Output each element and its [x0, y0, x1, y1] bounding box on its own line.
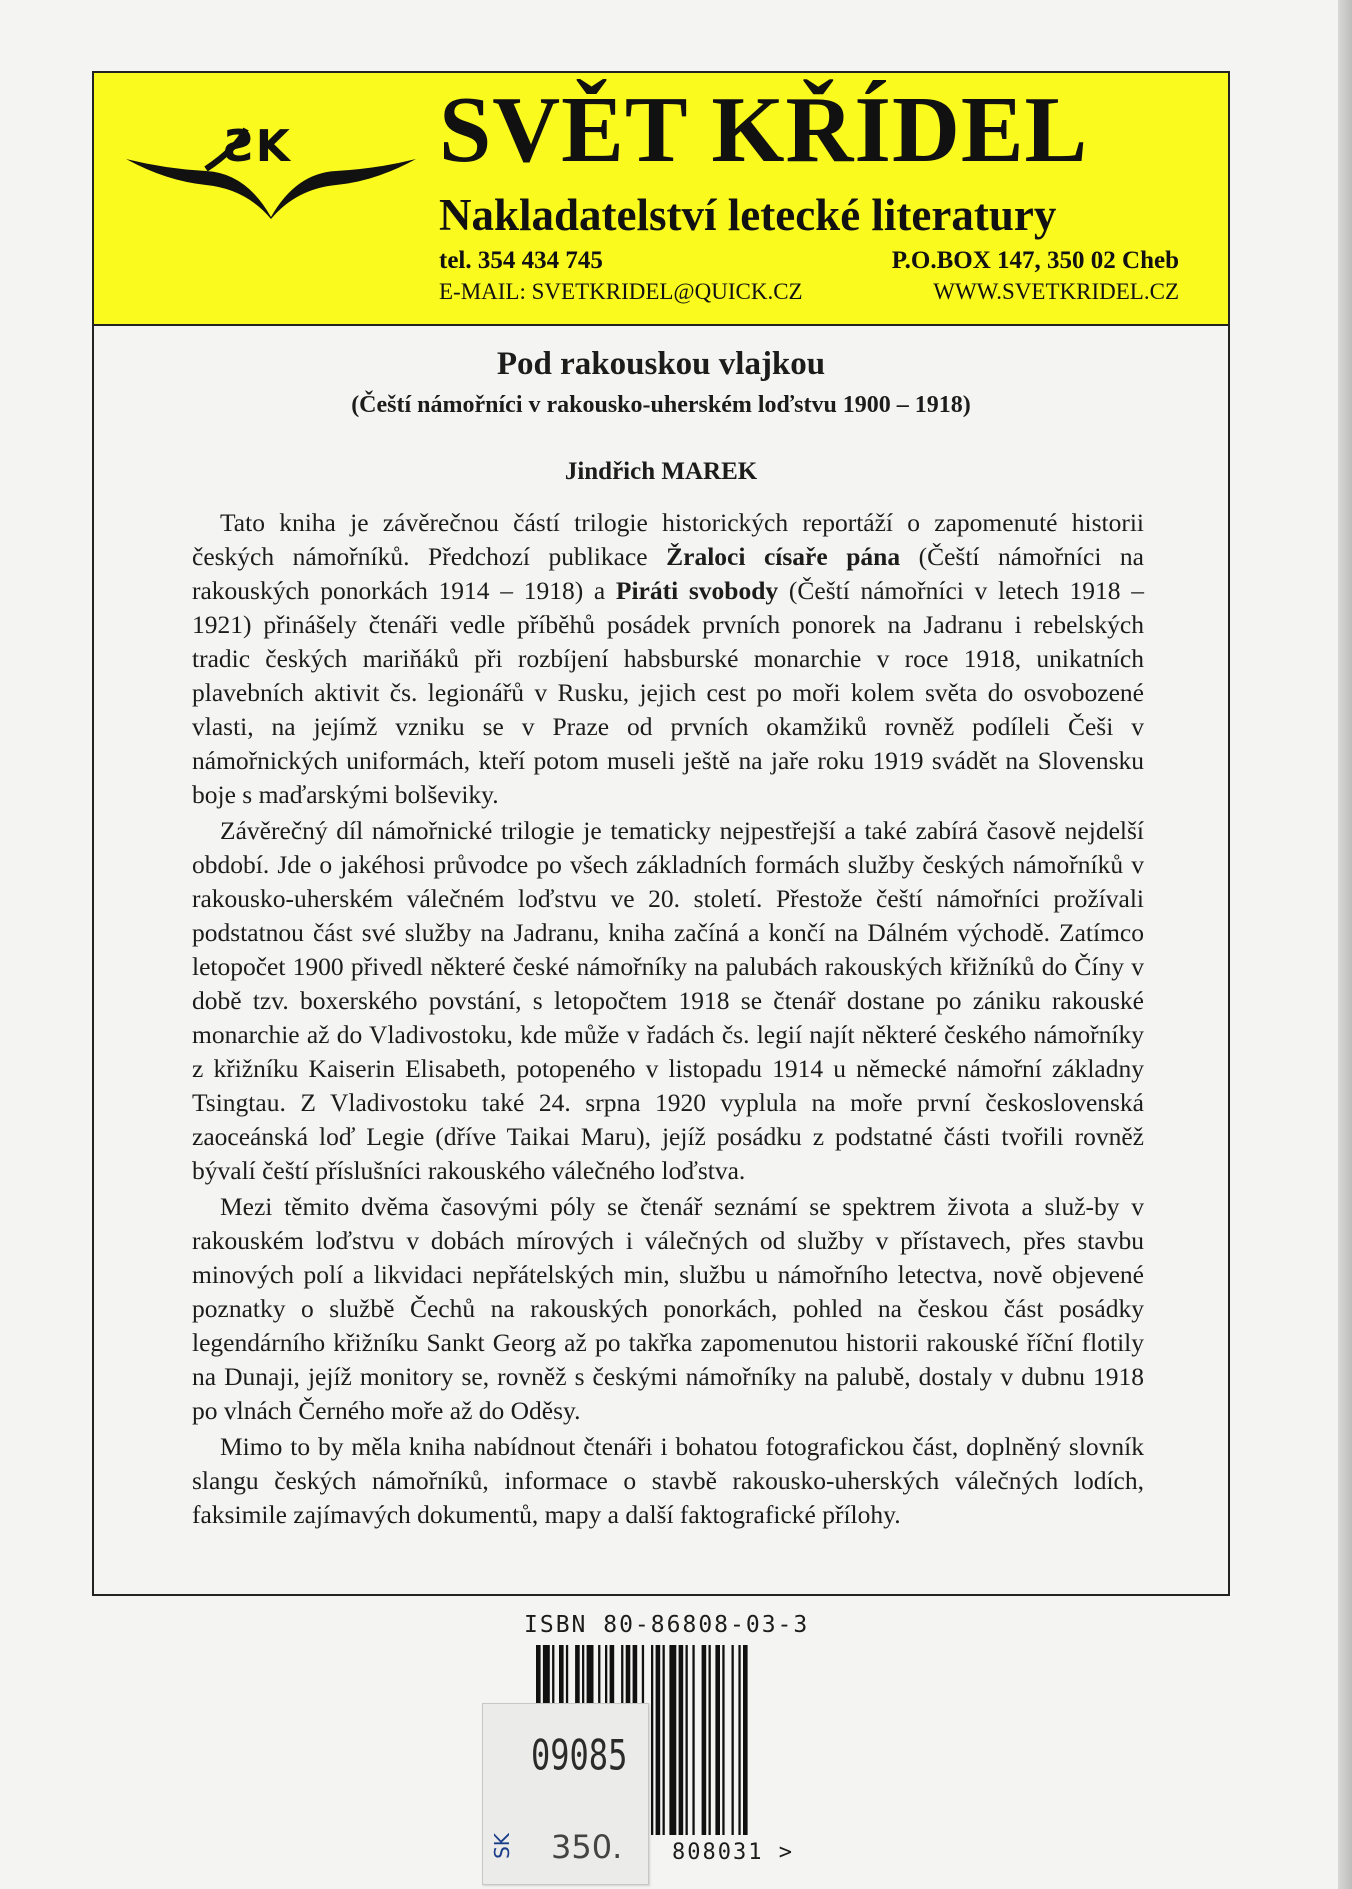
sticker-currency: SK [489, 1833, 514, 1859]
barcode-bar [656, 1645, 661, 1835]
publisher-name: SVĚT KŘÍDEL [439, 78, 1089, 182]
contact-row-2 [439, 279, 1179, 305]
po-box: P.O.BOX 147, 350 02 Cheb [891, 247, 1179, 274]
paragraph-3: Mezi těmito dvěma časovými póly se čtenář seznámí se spektrem života a služ-by v rakouském loďstvu v dobách mírových i válečných od služby v přístavech, přes stavbu minových polí a likvidaci nepřátelských min, službu u námořního letectva, nově objevené poznatky o službě Čechů na rakouských ponorkách, pohled na českou část posádky legendárního křižníku Sankt Georg až po takřka zapomenutou historii rakouské říční flotily na Dunaji, jejíž monitory se, rovněž s českými námořníky na palubě, dostaly v dubnu 1918 po vlnách Černého moře až do Oděsy. [192, 1192, 1144, 1425]
barcode-bar [702, 1645, 707, 1835]
barcode-bar [732, 1645, 734, 1835]
book-title: Pod rakouskou vlajkou [496, 346, 826, 382]
barcode-bar [738, 1645, 740, 1835]
publisher-logo-icon [126, 109, 416, 219]
contact-row-1 [439, 247, 1179, 275]
isbn-label: ISBN 80-86808-03-3 [524, 1612, 810, 1638]
barcode-digits: 808031 > [672, 1840, 794, 1865]
email: E-MAIL: SVETKRIDEL@QUICK.CZ [439, 279, 803, 304]
blurb-text [192, 506, 1144, 1534]
barcode-bar [669, 1645, 676, 1835]
phone: tel. 354 434 745 [439, 247, 603, 274]
book-subtitle: (Čeští námořníci v rakousko-uherském loďstvu 1900 – 1918) [351, 392, 971, 418]
barcode-bar [692, 1645, 694, 1835]
barcode-bar [709, 1645, 711, 1835]
barcode-bar [722, 1645, 724, 1835]
paragraph-2: Závěrečný díl námořnické trilogie je tematicky nejpestřejší a také zabírá časově nejdelší období. Jde o jakéhosi průvodce po všech základních formách služby českých námořníků v rakousko-uherském válečném loďstvu ve 20. století. Přestože čeští námořníci prožívali podstatnou část své služby na Jadranu, kniha začíná a končí na Dálném východě. Zatímco letopočet 1900 přivedl některé české námořníky na palubách rakouských křižníků do Číny v době tzv. boxerského povstání, s letopočtem 1918 se čtenář dostane po zániku rakouské monarchie až do Vladivostoku, kde může v řadách čs. legií najít některé českého námořníky z křižníku Kaiserin Elisabeth, potopeného v listopadu 1914 u německé námořní základny Tsingtau. Z Vladivostoku také 24. srpna 1920 vyplula na moře první československá zaoceánská loď Legie (dříve Taikai Maru), jejíž posádku z podstatné části tvořili rovněž bývalí čeští příslušníci rakouského válečného loďstva. [192, 816, 1144, 1185]
svg-text:ƧK: ƧK [224, 121, 290, 172]
publisher-tagline: Nakladatelství letecké literatury [439, 190, 1057, 240]
barcode-bar [715, 1645, 720, 1835]
publisher-banner [94, 73, 1228, 326]
barcode-bar [651, 1645, 653, 1835]
barcode-bar [663, 1645, 665, 1835]
back-cover-frame [92, 71, 1230, 1596]
sticker-price: 350. [551, 1828, 623, 1866]
paragraph-4: Mimo to by měla kniha nabídnout čtenáři i bohatou fotografickou část, doplněný slovník slangu českých námořníků, informace o stavbě rakousko-uherských válečných lodích, faksimile zajímavých dokumentů, mapy a další faktografické přílohy. [192, 1432, 1144, 1529]
barcode-bar [679, 1645, 684, 1835]
barcode-bar [686, 1645, 688, 1835]
barcode-bar [743, 1645, 748, 1835]
price-sticker [482, 1703, 649, 1885]
sticker-code: 09085 [531, 1730, 628, 1780]
paragraph-1: Tato kniha je závěrečnou částí trilogie historických reportáží o zapomenuté historii českých námořníků. Předchozí publikace Žraloci císaře pána (Čeští námořníci na rakouských ponorkách 1914 – 1918) a Piráti svobody (Čeští námořníci v letech 1918 – 1921) přinášely čtenáři vedle příběhů posádek prvních ponorek na Jadranu i rebelských tradic českých mariňáků při rozbíjení habsburské monarchie v roce 1918, unikatních plavebních aktivit čs. legionářů v Rusku, jejich cest po moři kolem světa do osvobozené vlasti, na jejímž vzniku se v Praze od prvních okamžiků rovněž podíleli Češi v námořnických uniformách, kteří potom museli ještě na jaře roku 1919 svádět na Slovensku boje s maďarskými bolševiky. [192, 508, 1145, 809]
website: WWW.SVETKRIDEL.CZ [933, 279, 1179, 304]
book-author: Jindřich MAREK [564, 458, 758, 485]
cover-edge [1338, 0, 1352, 1889]
